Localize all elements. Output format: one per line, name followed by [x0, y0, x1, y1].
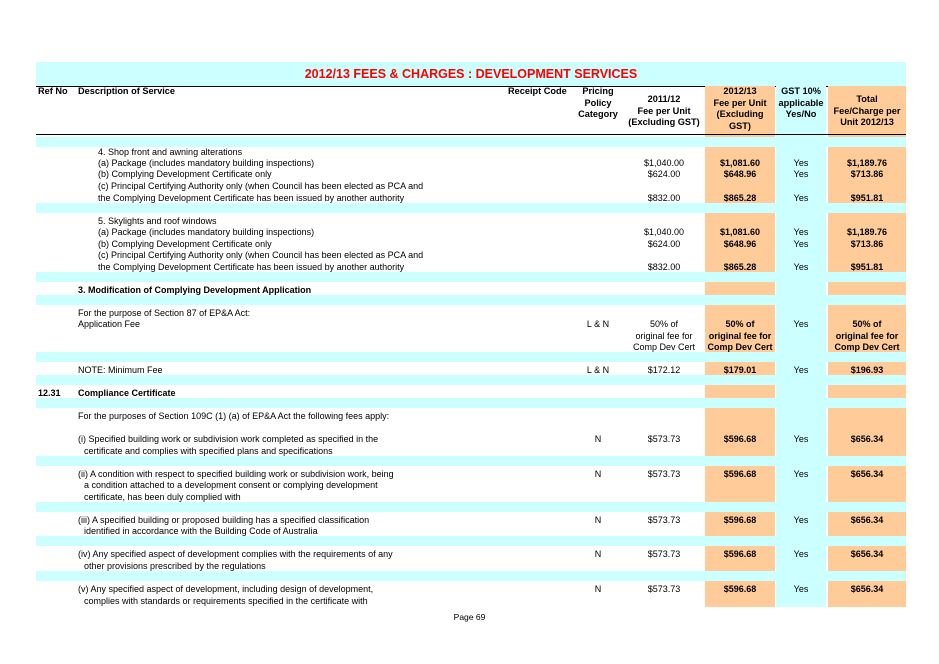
table-row — [36, 479, 906, 491]
table-row — [36, 548, 906, 560]
header-fee-2011: 2011/12 Fee per Unit (Excluding GST) — [628, 94, 700, 127]
header-receipt-code: Receipt Code — [508, 86, 567, 96]
table-row — [36, 226, 906, 238]
total-fee: $951.81 — [850, 262, 884, 272]
header-gst: GST 10% applicable Yes/No — [778, 86, 824, 119]
page-number: Page 69 — [453, 612, 486, 622]
service-description: (a) Package (includes mandatory building inspections) — [98, 158, 315, 168]
fee-2012: $1,081.60 — [719, 227, 761, 237]
service-description: (c) Principal Certifying Authority only (when Council has been elected as PCA and — [98, 181, 424, 191]
header-pricing: Pricing Policy Category — [578, 86, 618, 119]
gst-applicable: Yes — [793, 169, 809, 179]
service-description: (b) Complying Development Certificate only — [98, 169, 272, 179]
total-fee: $713.86 — [850, 239, 884, 249]
pricing-category: N — [594, 515, 602, 525]
table-row — [36, 525, 906, 537]
total-fee: $1,189.76 — [846, 158, 888, 168]
service-description: 3. Modification of Complying Development Application — [78, 285, 312, 295]
pricing-category: L & N — [586, 319, 610, 329]
header-description: Description of Service — [78, 86, 176, 96]
service-description: the Complying Development Certificate has been issued by another authority — [98, 262, 405, 272]
total-fee: $713.86 — [850, 169, 884, 179]
table-row — [36, 284, 906, 296]
fee-2012: $865.28 — [723, 193, 757, 203]
band-row — [36, 536, 906, 546]
gst-applicable: Yes — [793, 239, 809, 249]
total-fee: $196.93 — [850, 365, 884, 375]
service-description: complies with standards or requirements specified in the certificate with — [84, 596, 368, 606]
header-fee-2012: 2012/13 Fee per Unit (Excluding GST) — [713, 86, 767, 131]
table-row — [36, 168, 906, 180]
total-fee: 50% of — [852, 319, 882, 329]
table-row — [36, 410, 906, 422]
fee-2011: $1,040.00 — [643, 227, 685, 237]
fee-2011: $573.73 — [647, 515, 681, 525]
header-rule — [36, 134, 906, 135]
total-fee: $656.34 — [850, 515, 884, 525]
gst-applicable: Yes — [793, 319, 809, 329]
band-row — [36, 502, 906, 512]
service-description: certificate, has been duly complied with — [84, 492, 241, 502]
table-row — [36, 433, 906, 445]
fee-2011: $573.73 — [647, 434, 681, 444]
service-description: (ii) A condition with respect to specified building work or subdivision work, being — [78, 469, 394, 479]
service-description: (i) Specified building work or subdivision work completed as specified in the — [78, 434, 379, 444]
service-description: other provisions prescribed by the regulations — [84, 561, 266, 571]
fee-2012: $648.96 — [723, 239, 757, 249]
fee-2012: 50% of — [725, 319, 755, 329]
fee-2012: $596.68 — [723, 469, 757, 479]
band-row — [36, 398, 906, 408]
fee-2011: original fee for — [635, 331, 693, 341]
table-row — [36, 445, 906, 457]
table-row — [36, 491, 906, 503]
total-fee: Comp Dev Cert — [834, 342, 900, 352]
total-fee: $1,189.76 — [846, 227, 888, 237]
gst-applicable: Yes — [793, 227, 809, 237]
fee-2012: $648.96 — [723, 169, 757, 179]
service-description: certificate and complies with specified plans and specifications — [84, 446, 333, 456]
sheet-title: 2012/13 FEES & CHARGES : DEVELOPMENT SERVICES — [36, 62, 906, 86]
table-row — [36, 261, 906, 273]
header-total: Total Fee/Charge per Unit 2012/13 — [833, 94, 901, 127]
total-fee: original fee for — [835, 331, 899, 341]
service-description: For the purposes of Section 109C (1) (a) of EP&A Act the following fees apply: — [78, 411, 390, 421]
band-row — [36, 272, 906, 282]
service-description: 5. Skylights and roof windows — [98, 216, 217, 226]
service-description: NOTE: Minimum Fee — [78, 365, 163, 375]
table-row — [36, 583, 906, 595]
service-description: (a) Package (includes mandatory building inspections) — [98, 227, 315, 237]
gst-applicable: Yes — [793, 549, 809, 559]
table-row — [36, 192, 906, 204]
fee-2011: $573.73 — [647, 584, 681, 594]
gst-applicable: Yes — [793, 515, 809, 525]
table-row — [36, 180, 906, 192]
service-description: the Complying Development Certificate has been issued by another authority — [98, 193, 405, 203]
pricing-category: N — [594, 584, 602, 594]
fee-2012: Comp Dev Cert — [707, 342, 773, 352]
fee-2011: $624.00 — [647, 239, 681, 249]
total-fee: $656.34 — [850, 549, 884, 559]
service-description: 4. Shop front and awning alterations — [98, 147, 243, 157]
gst-applicable: Yes — [793, 469, 809, 479]
pricing-category: N — [594, 549, 602, 559]
header-ref: Ref No — [38, 86, 68, 96]
fee-2011: $832.00 — [647, 262, 681, 272]
service-description: (b) Complying Development Certificate only — [98, 239, 272, 249]
band-row — [36, 352, 906, 362]
service-description: (v) Any specified aspect of development, including design of development, — [78, 584, 374, 594]
ref-number: 12.31 — [38, 388, 61, 398]
fee-2012: $179.01 — [723, 365, 757, 375]
service-description: a condition attached to a development consent or complying development — [84, 480, 378, 490]
fee-2011: Comp Dev Cert — [632, 342, 695, 352]
fee-2012: $596.68 — [723, 515, 757, 525]
service-description: Application Fee — [78, 319, 141, 329]
fee-2011: $1,040.00 — [643, 158, 685, 168]
table-row — [36, 595, 906, 607]
band-row — [36, 295, 906, 305]
gst-applicable: Yes — [793, 365, 809, 375]
service-description: Compliance Certificate — [78, 388, 176, 398]
fee-2012: original fee for — [708, 331, 772, 341]
gst-applicable: Yes — [793, 584, 809, 594]
table-row — [36, 318, 906, 330]
band-row — [36, 456, 906, 466]
total-fee: $656.34 — [850, 434, 884, 444]
service-description: (iii) A specified building or proposed building has a specified classification — [78, 515, 370, 525]
gst-applicable: Yes — [793, 434, 809, 444]
total-fee: $951.81 — [850, 193, 884, 203]
band-row — [36, 571, 906, 581]
fee-2011: $172.12 — [647, 365, 681, 375]
fee-2011: 50% of — [649, 319, 679, 329]
gst-applicable: Yes — [793, 193, 809, 203]
fee-2012: $865.28 — [723, 262, 757, 272]
service-description: (iv) Any specified aspect of development complies with the requirements of any — [78, 549, 393, 559]
fee-2011: $573.73 — [647, 549, 681, 559]
total-fee: $656.34 — [850, 584, 884, 594]
gst-applicable: Yes — [793, 262, 809, 272]
gst-applicable: Yes — [793, 158, 809, 168]
table-row — [36, 364, 906, 376]
fee-2012: $596.68 — [723, 584, 757, 594]
service-description: For the purpose of Section 87 of EP&A Act: — [78, 308, 251, 318]
table-row — [36, 387, 906, 399]
fee-2012: $596.68 — [723, 434, 757, 444]
fee-2012: $1,081.60 — [719, 158, 761, 168]
service-description: (c) Principal Certifying Authority only (when Council has been elected as PCA and — [98, 250, 424, 260]
pricing-category: N — [594, 434, 602, 444]
fee-2012: $596.68 — [723, 549, 757, 559]
pricing-category: L & N — [586, 365, 610, 375]
fee-2011: $573.73 — [647, 469, 681, 479]
service-description: identified in accordance with the Building Code of Australia — [84, 526, 318, 536]
fee-2011: $624.00 — [647, 169, 681, 179]
total-fee: $656.34 — [850, 469, 884, 479]
pricing-category: N — [594, 469, 602, 479]
table-row — [36, 341, 906, 353]
table-row — [36, 249, 906, 261]
band-row — [36, 375, 906, 385]
table-row — [36, 560, 906, 572]
band-row — [36, 203, 906, 213]
fee-2011: $832.00 — [647, 193, 681, 203]
